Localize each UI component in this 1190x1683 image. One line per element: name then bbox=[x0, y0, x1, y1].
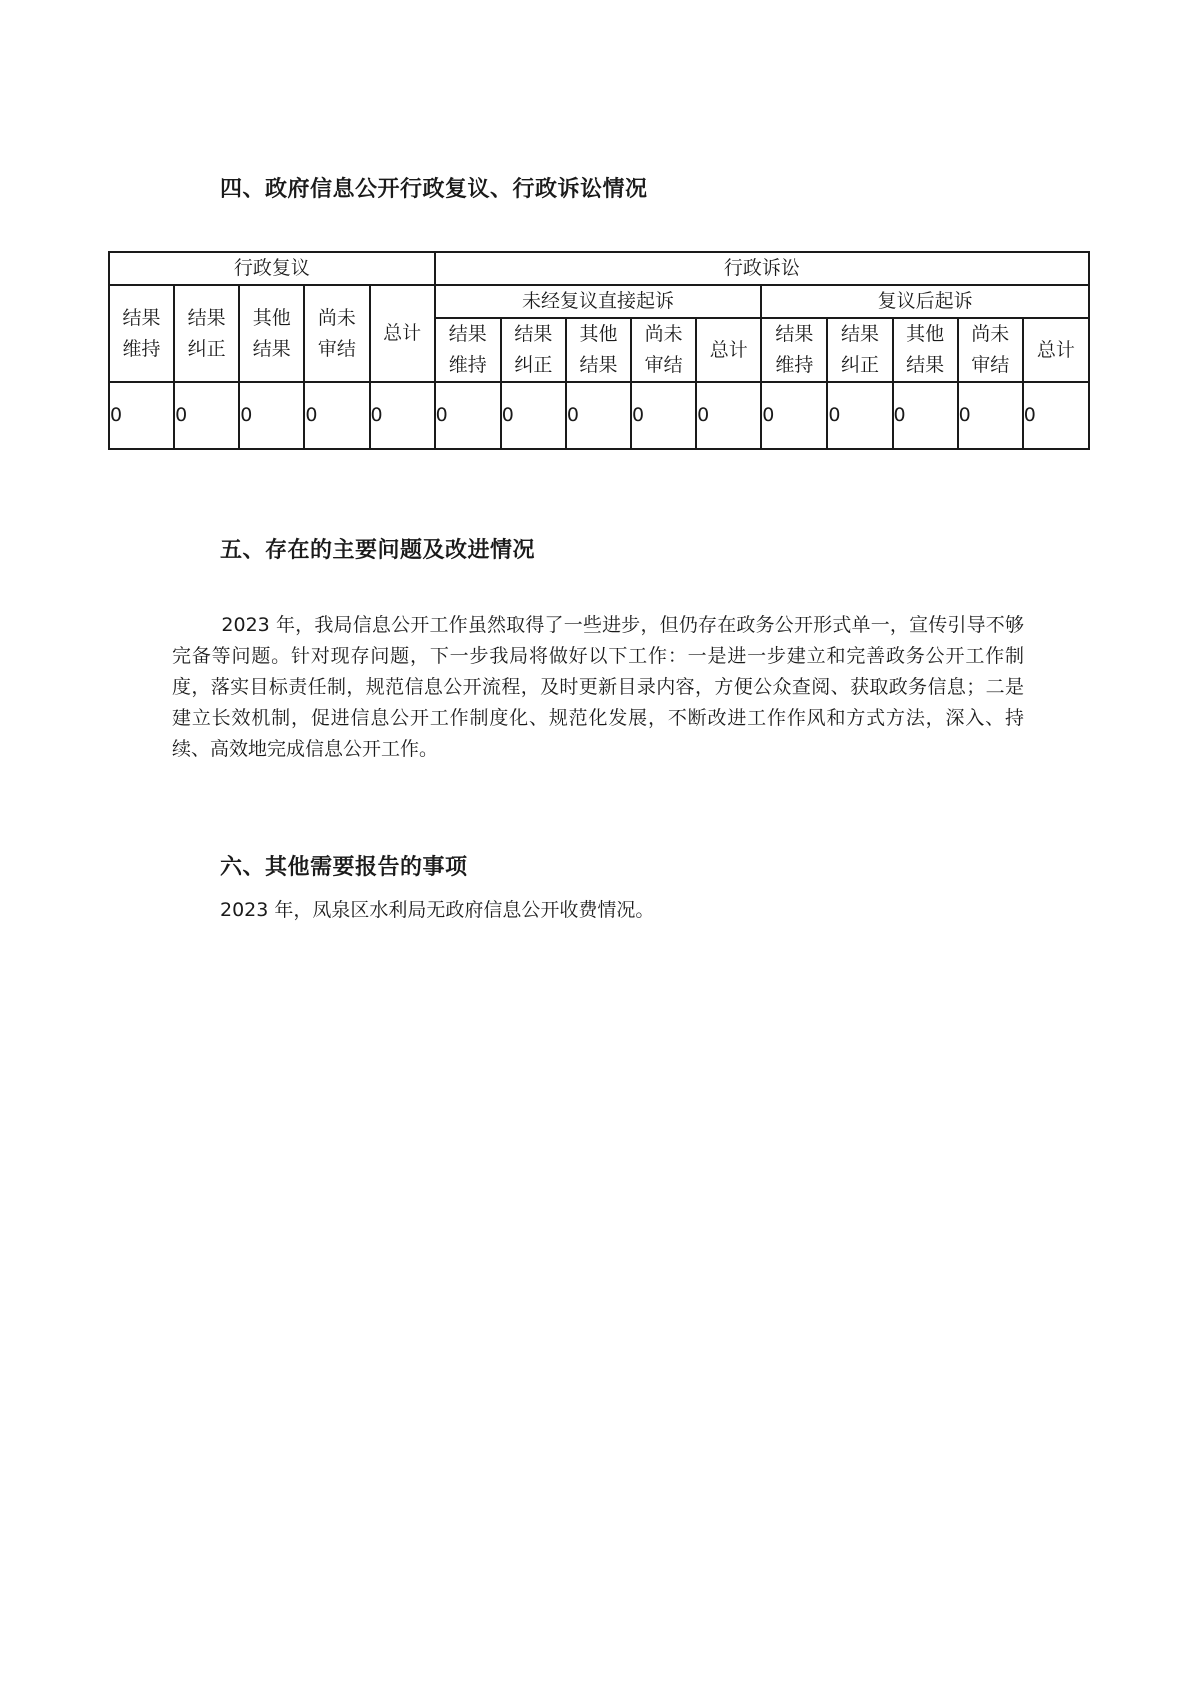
table-cell: 0 bbox=[1023, 382, 1089, 449]
table-cell: 0 bbox=[109, 382, 174, 449]
direct-suit-header: 未经复议直接起诉 bbox=[435, 285, 762, 318]
table-cell: 0 bbox=[174, 382, 239, 449]
direct-col-corrected: 结果纠正 bbox=[501, 318, 566, 382]
table-cell: 0 bbox=[239, 382, 304, 449]
table-cell: 0 bbox=[631, 382, 696, 449]
section-4-heading: 四、政府信息公开行政复议、行政诉讼情况 bbox=[220, 176, 648, 202]
direct-col-other: 其他结果 bbox=[566, 318, 631, 382]
table-cell: 0 bbox=[370, 382, 435, 449]
review-col-other: 其他结果 bbox=[239, 285, 304, 382]
after-col-other: 其他结果 bbox=[893, 318, 958, 382]
table-cell: 0 bbox=[566, 382, 631, 449]
direct-col-upheld: 结果维持 bbox=[435, 318, 501, 382]
section-5-paragraph: 2023 年，我局信息公开工作虽然取得了一些进步，但仍存在政务公开形式单一，宣传引导不够完备等问题。针对现存问题，下一步我局将做好以下工作：一是进一步建立和完善政务公开工作制度，落实目标责任制，规范信息公开流程，及时更新目录内容，方便公众查阅、获取政务信息；二是建立长效机制，促进信息公开工作制度化、规范化发展，不断改进工作作风和方式方法，深入、持续、高效地完成信息公开工作。 bbox=[172, 614, 1024, 760]
table-cell: 0 bbox=[304, 382, 369, 449]
after-col-pending: 尚未审结 bbox=[958, 318, 1023, 382]
review-col-total: 总计 bbox=[370, 285, 435, 382]
table-cell: 0 bbox=[761, 382, 827, 449]
table-cell: 0 bbox=[435, 382, 501, 449]
after-col-upheld: 结果维持 bbox=[761, 318, 827, 382]
after-col-total: 总计 bbox=[1023, 318, 1089, 382]
table-cell: 0 bbox=[893, 382, 958, 449]
table-cell: 0 bbox=[958, 382, 1023, 449]
review-col-upheld: 结果维持 bbox=[109, 285, 174, 382]
table-cell: 0 bbox=[696, 382, 761, 449]
table-data-row bbox=[109, 382, 1089, 449]
review-litigation-table bbox=[108, 251, 1090, 450]
after-col-corrected: 结果纠正 bbox=[827, 318, 892, 382]
litigation-header: 行政诉讼 bbox=[435, 252, 1089, 285]
section-6-heading: 六、其他需要报告的事项 bbox=[220, 854, 468, 880]
table-cell: 0 bbox=[827, 382, 892, 449]
table-header-row-2 bbox=[109, 285, 1089, 318]
review-col-corrected: 结果纠正 bbox=[174, 285, 239, 382]
section-5-heading: 五、存在的主要问题及改进情况 bbox=[220, 537, 536, 563]
review-col-pending: 尚未审结 bbox=[304, 285, 369, 382]
section-6-paragraph: 2023 年，凤泉区水利局无政府信息公开收费情况。 bbox=[220, 899, 655, 921]
after-review-header: 复议后起诉 bbox=[761, 285, 1089, 318]
direct-col-total: 总计 bbox=[696, 318, 761, 382]
table-cell: 0 bbox=[501, 382, 566, 449]
table-header-row-1 bbox=[109, 252, 1089, 285]
review-header: 行政复议 bbox=[109, 252, 435, 285]
direct-col-pending: 尚未审结 bbox=[631, 318, 696, 382]
